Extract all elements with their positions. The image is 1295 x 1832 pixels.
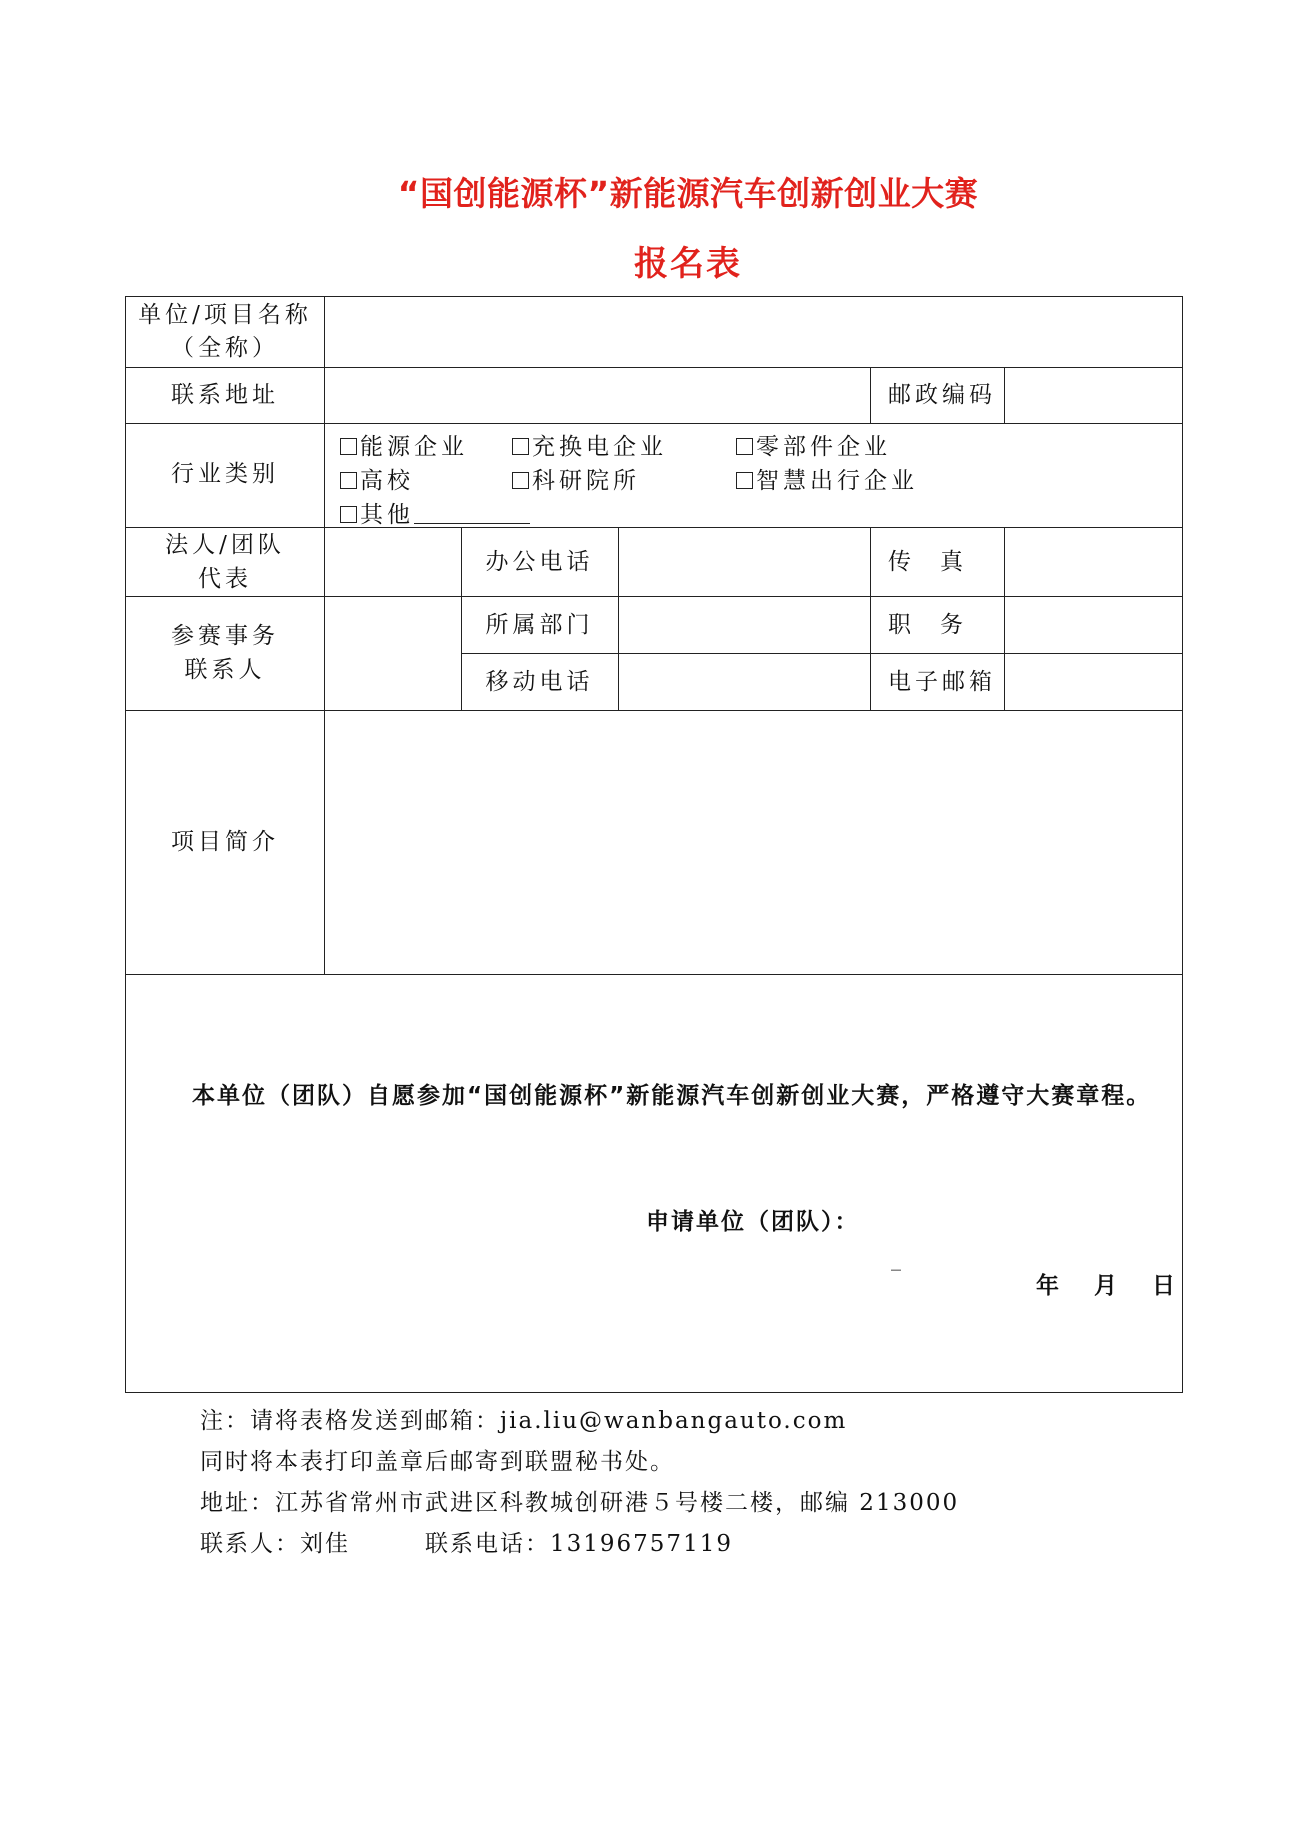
checkbox-icon[interactable] <box>736 472 753 489</box>
checkbox-icon[interactable] <box>512 438 529 455</box>
legal-rep-label-sub: 代表 <box>198 566 252 592</box>
note-contact: 联系人：刘佳 联系电话：13196757119 <box>200 1531 733 1557</box>
option-other[interactable] <box>340 496 530 529</box>
row-divider <box>126 974 1182 975</box>
contact-person-label: 参赛事务 <box>171 623 279 649</box>
email-label: 电子邮箱 <box>888 669 996 695</box>
checkbox-icon[interactable] <box>340 438 357 455</box>
address-label: 联系地址 <box>171 382 279 408</box>
option-charging-label: 充换电企业 <box>532 434 667 460</box>
position-field[interactable] <box>1006 598 1180 651</box>
option-other-label: 其他 <box>360 502 414 528</box>
legal-rep-label: 法人/团队 <box>165 532 285 558</box>
checkbox-icon[interactable] <box>512 472 529 489</box>
mobile-label: 移动电话 <box>485 669 594 695</box>
option-university-label: 高校 <box>360 468 414 494</box>
project-intro-label: 项目简介 <box>171 829 279 855</box>
page-subtitle: 报名表 <box>634 244 742 284</box>
option-university[interactable] <box>340 462 414 495</box>
unit-name-field[interactable] <box>326 299 1180 365</box>
row-divider <box>461 653 1182 654</box>
option-research[interactable] <box>512 462 640 495</box>
col-divider <box>1004 367 1005 423</box>
mobile-field[interactable] <box>620 655 868 708</box>
other-blank-field[interactable] <box>414 505 530 524</box>
row-divider <box>126 367 1182 368</box>
email-field[interactable] <box>1006 655 1180 708</box>
fax-label: 传 真 <box>888 549 966 575</box>
option-mobility[interactable] <box>736 462 918 495</box>
option-mobility-label: 智慧出行企业 <box>756 468 918 494</box>
signature-dash: _ <box>891 1247 901 1271</box>
option-charging[interactable] <box>512 428 667 461</box>
row-divider <box>126 710 1182 711</box>
option-parts-label: 零部件企业 <box>756 434 891 460</box>
note-address: 地址：江苏省常州市武进区科教城创研港５号楼二楼，邮编 213000 <box>200 1490 960 1516</box>
row-divider <box>126 423 1182 424</box>
department-label: 所属部门 <box>485 612 594 638</box>
contact-person-label-sub: 联系人 <box>184 657 266 683</box>
page-title: “国创能源杯”新能源汽车创新创业大赛 <box>397 174 979 213</box>
col-divider <box>870 367 871 423</box>
legal-rep-field[interactable] <box>326 529 459 594</box>
row-divider <box>126 596 1182 597</box>
col-divider <box>618 527 619 710</box>
department-field[interactable] <box>620 598 868 651</box>
postcode-label: 邮政编码 <box>888 382 996 408</box>
date-field: 年 月 日 <box>1036 1273 1181 1299</box>
checkbox-icon[interactable] <box>340 506 357 523</box>
unit-name-label: 单位/项目名称 <box>138 302 312 328</box>
note-email: 注：请将表格发送到邮箱：jia.liu@wanbangauto.com <box>200 1408 848 1434</box>
col-divider <box>1004 527 1005 710</box>
option-energy-label: 能源企业 <box>360 434 468 460</box>
contact-person-field[interactable] <box>326 598 459 708</box>
col-divider <box>870 527 871 710</box>
office-phone-label: 办公电话 <box>485 549 594 575</box>
checkbox-icon[interactable] <box>340 472 357 489</box>
unit-name-label-sub: （全称） <box>171 335 279 361</box>
col-divider <box>324 297 325 974</box>
option-research-label: 科研院所 <box>532 468 640 494</box>
registration-form <box>125 296 1183 1393</box>
option-energy[interactable] <box>340 428 468 461</box>
address-field[interactable] <box>326 369 868 421</box>
fax-field[interactable] <box>1006 529 1180 594</box>
applicant-label: 申请单位（团队）： <box>646 1209 860 1235</box>
note-mail: 同时将本表打印盖章后邮寄到联盟秘书处。 <box>200 1449 675 1475</box>
industry-label: 行业类别 <box>171 461 279 487</box>
declaration-text: 本单位（团队）自愿参加“国创能源杯”新能源汽车创新创业大赛，严格遵守大赛章程。 <box>192 1083 1152 1109</box>
office-phone-field[interactable] <box>620 529 868 594</box>
project-intro-field[interactable] <box>326 712 1180 972</box>
checkbox-icon[interactable] <box>736 438 753 455</box>
position-label: 职 务 <box>888 612 966 638</box>
postcode-field[interactable] <box>1006 369 1180 421</box>
option-parts[interactable] <box>736 428 891 461</box>
